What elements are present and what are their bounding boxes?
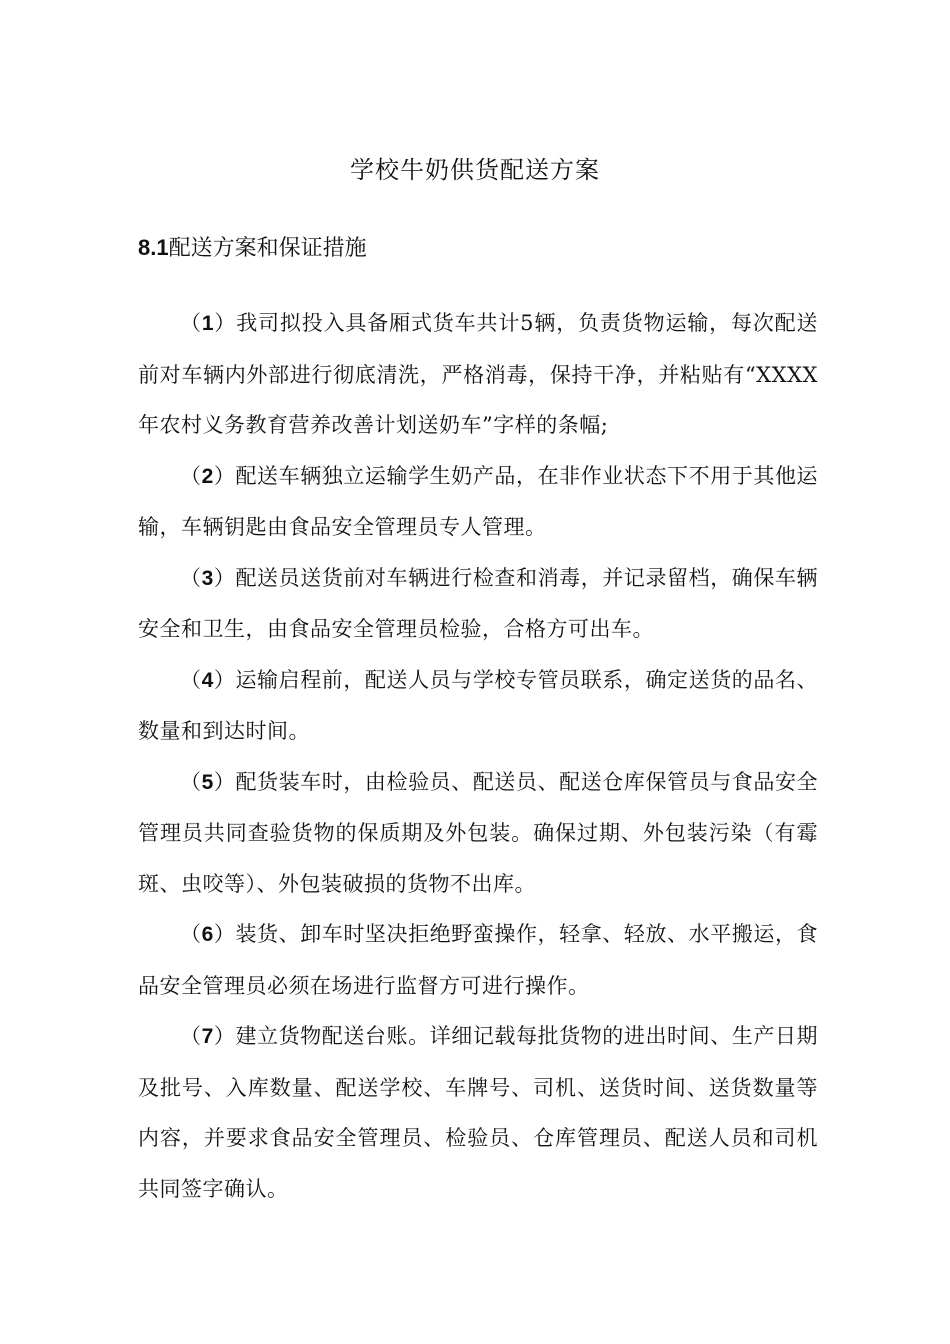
paragraph-text: 建立货物配送台账。详细记载每批货物的进出时间、生产日期及批号、入库数量、配送学校、车牌号、司机、送货时间、送货数量等内容，并要求食品安全管理员、检验员、仓库管理员、配送人员和司机共同签字确认。	[138, 1024, 819, 1201]
paragraph-text: 我司拟投入具备厢式货车共计5辆，负责货物运输，每次配送前对车辆内外部进行彻底清洗，严格消毒，保持干净，并粘贴有“XXXX年农村义务教育营养改善计划送奶车”字样的条幅;	[138, 311, 819, 437]
paren-close: ）	[213, 565, 236, 590]
paragraph-text: 配货装车时，由检验员、配送员、配送仓库保管员与食品安全管理员共同查验货物的保质期及外包装。确保过期、外包装污染（有霉斑、虫咬等）、外包装破损的货物不出库。	[138, 769, 819, 896]
paren-open: （	[180, 1024, 202, 1048]
item-number: 1	[201, 312, 215, 335]
item-number: 3	[201, 566, 214, 590]
paren-close: ）	[214, 311, 237, 335]
section-title: 配送方案和保证措施	[168, 236, 367, 261]
paragraph-text: 配送员送货前对车辆进行检查和消毒，并记录留档，确保车辆安全和卫生，由食品安全管理员检验，合格方可出车。	[138, 565, 819, 641]
paragraph-2	[138, 451, 818, 553]
paren-close: ）	[213, 1024, 236, 1048]
paren-open: （	[180, 769, 202, 794]
item-number: 7	[201, 1025, 214, 1048]
paragraph-3	[138, 553, 818, 655]
section-heading	[138, 230, 367, 267]
paren-open: （	[180, 565, 202, 590]
paragraph-1	[138, 298, 818, 451]
item-number: 5	[201, 770, 214, 794]
paragraph-text: 装货、卸车时坚决拒绝野蛮操作，轻拿、轻放、水平搬运，食品安全管理员必须在场进行监督方可进行操作。	[138, 922, 819, 998]
item-number: 6	[201, 923, 214, 946]
paren-close: ）	[213, 769, 236, 794]
paren-close: ）	[213, 922, 236, 946]
document-title: 学校牛奶供货配送方案	[350, 156, 600, 184]
paragraph-6	[138, 909, 818, 1011]
section-number: 8.1	[138, 235, 169, 260]
item-number: 2	[201, 464, 214, 488]
paragraph-text: 运输启程前，配送人员与学校专管员联系，确定送货的品名、数量和到达时间。	[138, 667, 819, 743]
paren-open: （	[180, 667, 202, 692]
body-text	[138, 298, 818, 1214]
paragraph-4	[138, 655, 818, 757]
paragraph-5	[138, 757, 818, 910]
paren-open: （	[180, 922, 202, 946]
paren-open: （	[180, 463, 202, 488]
paragraph-text: 配送车辆独立运输学生奶产品，在非作业状态下不用于其他运输，车辆钥匙由食品安全管理员专人管理。	[138, 463, 819, 539]
paren-close: ）	[213, 667, 236, 692]
item-number: 4	[201, 668, 214, 692]
paren-close: ）	[213, 463, 236, 488]
paren-open: （	[180, 311, 202, 335]
paragraph-7	[138, 1011, 818, 1214]
